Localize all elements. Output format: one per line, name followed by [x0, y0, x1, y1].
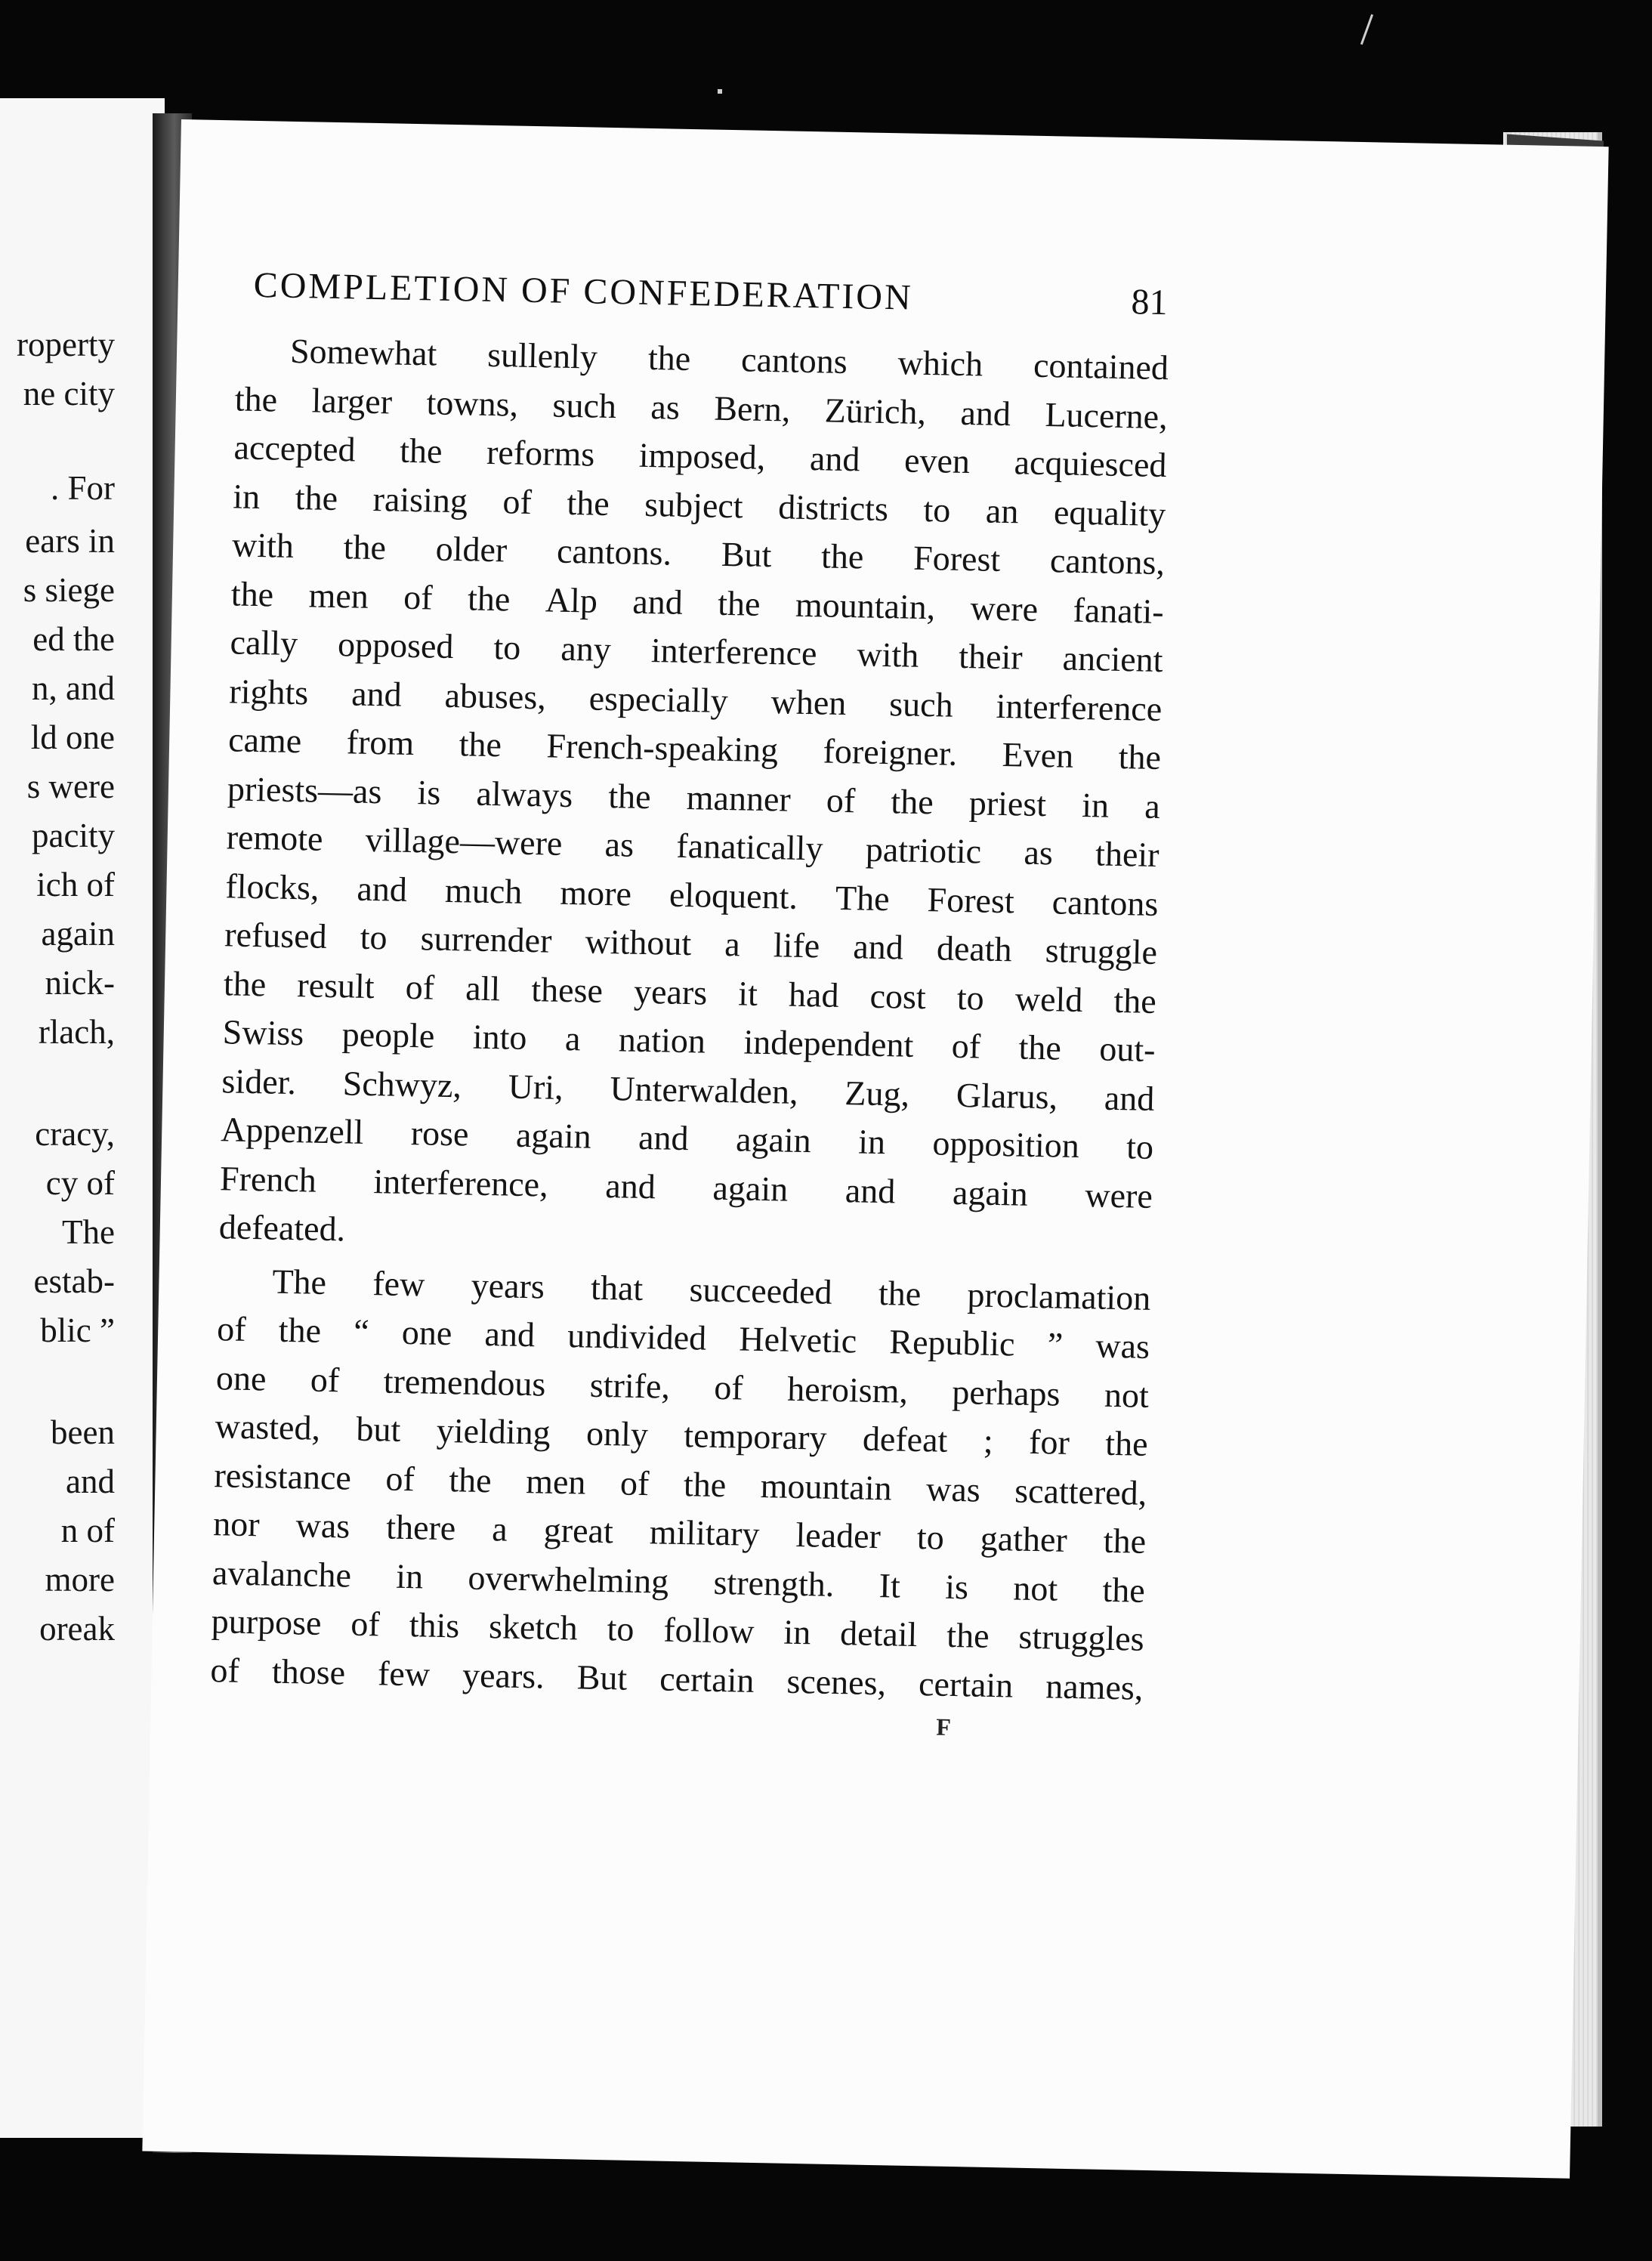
- word: a: [491, 1509, 508, 1549]
- word: and: [638, 1117, 690, 1158]
- word: overwhelming: [468, 1558, 669, 1601]
- word: men: [525, 1461, 586, 1502]
- word: and: [1104, 1078, 1155, 1118]
- right-page: [142, 119, 1608, 2179]
- word: undivided: [567, 1316, 707, 1358]
- left-page-line-fragment: The: [62, 1213, 115, 1251]
- word: few: [372, 1263, 425, 1303]
- left-page-line-fragment: n of: [60, 1512, 115, 1549]
- left-page-line-fragment: pacity: [32, 817, 115, 854]
- word: and: [484, 1314, 536, 1354]
- word: life: [773, 925, 820, 965]
- word: to: [493, 628, 521, 667]
- word: interference: [650, 631, 817, 673]
- word: the: [343, 527, 387, 567]
- word: was: [925, 1469, 981, 1509]
- word: death: [936, 928, 1013, 969]
- word: rights: [229, 671, 309, 712]
- word: mountain: [760, 1466, 893, 1507]
- word: the: [399, 431, 443, 471]
- word: to: [360, 917, 388, 957]
- word: was: [1095, 1326, 1150, 1366]
- word: the: [891, 781, 934, 821]
- word: nor: [212, 1504, 261, 1544]
- word: succeeded: [689, 1269, 833, 1311]
- word: foreigner.: [823, 731, 958, 773]
- left-page-line-fragment: rlach,: [38, 1013, 115, 1051]
- text-line: defeated.: [218, 1207, 346, 1249]
- word: towns,: [426, 382, 519, 424]
- word: into: [472, 1017, 527, 1058]
- word: Glarus,: [956, 1075, 1058, 1117]
- word: scattered,: [1014, 1471, 1147, 1512]
- word: refused: [224, 915, 328, 956]
- word: the: [683, 1464, 727, 1504]
- word: people: [341, 1015, 435, 1055]
- word: of: [826, 780, 856, 820]
- word: the: [820, 536, 864, 576]
- word: the: [278, 1310, 322, 1350]
- word: with: [231, 525, 295, 565]
- word: the: [1018, 1027, 1062, 1067]
- word: the: [1118, 737, 1162, 777]
- word: even: [903, 440, 971, 481]
- word: independent: [743, 1022, 914, 1064]
- word: opposed: [337, 625, 454, 666]
- word: Somewhat: [289, 331, 437, 373]
- word: the: [1113, 981, 1157, 1021]
- word: weld: [1014, 978, 1083, 1019]
- word: names,: [1045, 1666, 1144, 1707]
- word: more: [559, 873, 632, 913]
- word: in: [783, 1612, 811, 1652]
- word: the: [230, 573, 274, 613]
- word: avalanche: [212, 1552, 352, 1595]
- word: not: [1012, 1568, 1058, 1608]
- word: and: [845, 1170, 896, 1210]
- word: such: [552, 385, 617, 425]
- word: to: [956, 978, 985, 1018]
- word: Uri,: [508, 1067, 564, 1107]
- word: cost: [869, 976, 927, 1016]
- word: there: [385, 1507, 456, 1548]
- word: Republic: [888, 1322, 1015, 1364]
- word: It: [878, 1565, 901, 1605]
- word: village—were: [365, 820, 563, 863]
- word: of: [216, 1309, 247, 1348]
- left-page-line-fragment: roperty: [17, 326, 115, 363]
- word: in: [857, 1122, 886, 1162]
- word: and: [350, 673, 403, 714]
- word: and: [960, 393, 1011, 433]
- word: Forest: [912, 538, 1001, 579]
- left-page-line-fragment: been: [51, 1413, 115, 1451]
- word: ancient: [1062, 638, 1163, 680]
- left-page-line-fragment: ich of: [36, 866, 115, 903]
- word: and: [631, 582, 684, 622]
- word: the: [567, 483, 610, 523]
- word: acquiesced: [1014, 443, 1167, 485]
- word: flocks,: [225, 866, 320, 907]
- word: follow: [662, 1610, 755, 1651]
- word: to: [916, 1518, 945, 1557]
- word: resistance: [214, 1455, 352, 1497]
- left-page-line-fragment: blic ”: [40, 1311, 115, 1349]
- word: the: [1103, 1521, 1147, 1561]
- word: which: [897, 343, 983, 384]
- word: when: [770, 681, 847, 722]
- word: the: [1104, 1423, 1149, 1463]
- word: But: [576, 1657, 628, 1697]
- word: cantons: [740, 340, 848, 381]
- word: certain: [659, 1659, 755, 1700]
- word: sider.: [221, 1061, 297, 1101]
- word: reforms: [486, 432, 595, 474]
- left-page-line-fragment: s siege: [23, 571, 115, 609]
- word: their: [958, 636, 1024, 677]
- word: again: [515, 1115, 592, 1156]
- word: Appenzell: [220, 1110, 364, 1151]
- word: all: [465, 968, 501, 1008]
- word: again: [712, 1168, 789, 1209]
- left-page-line-fragment: and: [66, 1463, 115, 1500]
- word: without: [585, 922, 692, 963]
- word: out-: [1098, 1029, 1156, 1069]
- word: years: [633, 971, 708, 1012]
- word: French-speaking: [546, 726, 779, 770]
- word: Unterwalden,: [610, 1068, 799, 1111]
- word: this: [409, 1605, 460, 1645]
- word: accepted: [233, 428, 357, 469]
- word: tremendous: [383, 1361, 546, 1404]
- word: perhaps: [951, 1372, 1061, 1413]
- word: abuses,: [444, 675, 547, 716]
- word: a: [1144, 786, 1161, 826]
- word: purpose: [211, 1602, 322, 1642]
- scan-speck: [1360, 14, 1373, 45]
- word: strife,: [589, 1365, 671, 1406]
- word: came: [227, 720, 302, 761]
- word: and: [604, 1166, 656, 1206]
- word: to: [607, 1609, 635, 1648]
- word: as: [604, 824, 635, 864]
- word: fanati-: [1073, 590, 1165, 631]
- word: military: [649, 1512, 760, 1554]
- word: men: [308, 575, 369, 616]
- word: The: [272, 1262, 327, 1302]
- word: the: [295, 477, 338, 517]
- left-page-line-fragment: . For: [50, 469, 115, 507]
- left-facing-page: [0, 98, 165, 2138]
- word: was: [295, 1506, 350, 1546]
- word: Alp: [545, 579, 598, 620]
- left-page-line-fragment: more: [45, 1561, 115, 1598]
- word: great: [543, 1510, 614, 1551]
- word: mountain,: [795, 585, 936, 626]
- word: cantons,: [1049, 541, 1166, 582]
- word: for: [1028, 1422, 1070, 1462]
- word: in: [1081, 785, 1110, 825]
- word: the: [717, 583, 761, 623]
- word: fanatically: [675, 826, 823, 868]
- word: these: [530, 969, 604, 1010]
- word: such: [888, 684, 954, 724]
- word: contained: [1033, 345, 1169, 388]
- word: Swiss: [222, 1012, 304, 1053]
- word: raising: [372, 479, 468, 520]
- word: strength.: [713, 1562, 835, 1604]
- word: is: [417, 772, 441, 812]
- left-page-line-fragment: ne city: [23, 375, 115, 412]
- word: in: [232, 476, 261, 516]
- word: again: [735, 1120, 812, 1160]
- word: years.: [462, 1655, 545, 1696]
- word: the: [647, 338, 691, 378]
- word: Zug,: [844, 1073, 910, 1114]
- left-page-line-fragment: ld one: [30, 718, 115, 756]
- word: always: [476, 774, 573, 814]
- word: struggle: [1045, 931, 1158, 972]
- left-page-line-fragment: ed the: [32, 620, 115, 658]
- word: temporary: [683, 1416, 827, 1457]
- word: only: [585, 1413, 649, 1454]
- word: defeat: [862, 1419, 948, 1459]
- word: of: [502, 481, 533, 521]
- word: Helvetic: [738, 1319, 857, 1361]
- left-page-line-fragment: ears in: [25, 522, 115, 560]
- word: especially: [588, 678, 729, 720]
- word: remote: [226, 817, 323, 858]
- word: gather: [980, 1518, 1068, 1559]
- word: patriotic: [865, 829, 982, 871]
- left-page-line-fragment: again: [41, 915, 115, 953]
- word: ;: [983, 1421, 994, 1460]
- left-page-line-fragment: estab-: [33, 1262, 115, 1300]
- word: as: [650, 387, 681, 427]
- left-page-line-fragment: oreak: [39, 1610, 115, 1648]
- word: Bern,: [713, 388, 791, 429]
- word: sullenly: [486, 335, 598, 376]
- word: of: [310, 1360, 340, 1399]
- word: had: [788, 975, 839, 1015]
- word: equality: [1053, 492, 1166, 533]
- word: cantons.: [556, 531, 672, 573]
- word: in: [395, 1556, 424, 1595]
- word: the: [223, 963, 267, 1003]
- word: few: [377, 1653, 431, 1694]
- word: of: [385, 1459, 415, 1498]
- word: nation: [618, 1020, 706, 1061]
- word: districts: [777, 486, 889, 528]
- word: ”: [1047, 1325, 1064, 1364]
- word: any: [560, 629, 612, 669]
- word: the: [448, 1459, 493, 1500]
- word: of: [713, 1367, 744, 1407]
- word: of: [405, 967, 435, 1007]
- body-text: [210, 326, 1169, 1712]
- word: interference: [996, 686, 1163, 728]
- word: sketch: [488, 1607, 579, 1648]
- word: wasted,: [215, 1407, 321, 1447]
- word: “: [353, 1311, 370, 1351]
- word: of: [619, 1463, 650, 1503]
- word: rose: [410, 1114, 469, 1154]
- word: yielding: [436, 1410, 551, 1452]
- word: older: [435, 529, 508, 570]
- left-page-line-fragment: cracy,: [35, 1115, 115, 1153]
- word: the: [234, 378, 278, 419]
- word: The: [835, 878, 891, 918]
- word: cally: [230, 622, 298, 663]
- left-page-line-fragment: s were: [26, 768, 115, 805]
- word: an: [985, 491, 1019, 530]
- word: certain: [918, 1663, 1014, 1705]
- word: not: [1104, 1375, 1150, 1415]
- word: cantons: [1051, 882, 1159, 923]
- word: to: [1126, 1127, 1154, 1166]
- word: Lucerne,: [1045, 394, 1169, 436]
- left-page-line-fragment: nick-: [45, 964, 115, 1002]
- word: priest: [968, 783, 1047, 823]
- word: subject: [644, 484, 744, 525]
- word: their: [1095, 834, 1159, 875]
- word: Forest: [927, 879, 1015, 920]
- signature-mark: F: [935, 1713, 952, 1741]
- word: the: [467, 578, 511, 618]
- word: priests—as: [227, 768, 382, 811]
- word: detail: [839, 1614, 918, 1654]
- word: the: [946, 1615, 990, 1655]
- word: were: [970, 588, 1039, 629]
- word: with: [857, 635, 919, 675]
- word: heroism,: [786, 1369, 909, 1410]
- word: one: [401, 1312, 452, 1353]
- word: surrender: [420, 919, 552, 960]
- word: much: [444, 870, 523, 911]
- word: of: [350, 1604, 381, 1644]
- word: and: [852, 927, 904, 967]
- page-header: [253, 264, 1168, 327]
- word: to: [923, 490, 951, 530]
- word: again: [952, 1172, 1029, 1213]
- word: those: [271, 1651, 346, 1692]
- word: as: [1024, 832, 1054, 873]
- word: of: [403, 577, 434, 616]
- scan-speck: [718, 89, 722, 94]
- word: scenes,: [786, 1661, 887, 1702]
- word: but: [356, 1409, 401, 1449]
- word: proclamation: [967, 1274, 1151, 1317]
- word: a: [724, 925, 741, 964]
- word: Schwyz,: [342, 1063, 462, 1104]
- word: French: [219, 1158, 317, 1200]
- word: a: [564, 1018, 581, 1058]
- word: is: [944, 1567, 969, 1606]
- word: and: [809, 439, 860, 479]
- word: the: [878, 1273, 922, 1313]
- word: years: [471, 1265, 545, 1306]
- word: struggles: [1018, 1617, 1145, 1658]
- word: it: [737, 973, 758, 1013]
- word: Even: [1002, 735, 1074, 775]
- word: the: [607, 776, 652, 816]
- word: larger: [311, 380, 393, 421]
- word: interference,: [373, 1161, 549, 1204]
- word: the: [459, 724, 502, 764]
- word: result: [296, 965, 375, 1005]
- word: imposed,: [638, 435, 766, 477]
- word: of: [210, 1650, 240, 1690]
- word: eloquent.: [669, 875, 798, 916]
- running-head: COMPLETION OF CONFEDERATION: [253, 264, 914, 318]
- word: that: [590, 1268, 644, 1308]
- left-page-line-fragment: n, and: [32, 669, 115, 707]
- word: of: [951, 1026, 981, 1066]
- word: manner: [686, 777, 792, 819]
- left-page-line-fragment: cy of: [45, 1164, 115, 1202]
- word: But: [721, 534, 772, 575]
- word: opposition: [932, 1123, 1080, 1166]
- word: were: [1084, 1175, 1153, 1215]
- word: and: [357, 869, 408, 909]
- word: one: [215, 1358, 267, 1398]
- word: leader: [795, 1515, 882, 1556]
- word: from: [346, 722, 415, 763]
- word: Zürich,: [824, 390, 927, 431]
- page-number: 81: [1131, 282, 1169, 323]
- word: the: [1102, 1570, 1146, 1610]
